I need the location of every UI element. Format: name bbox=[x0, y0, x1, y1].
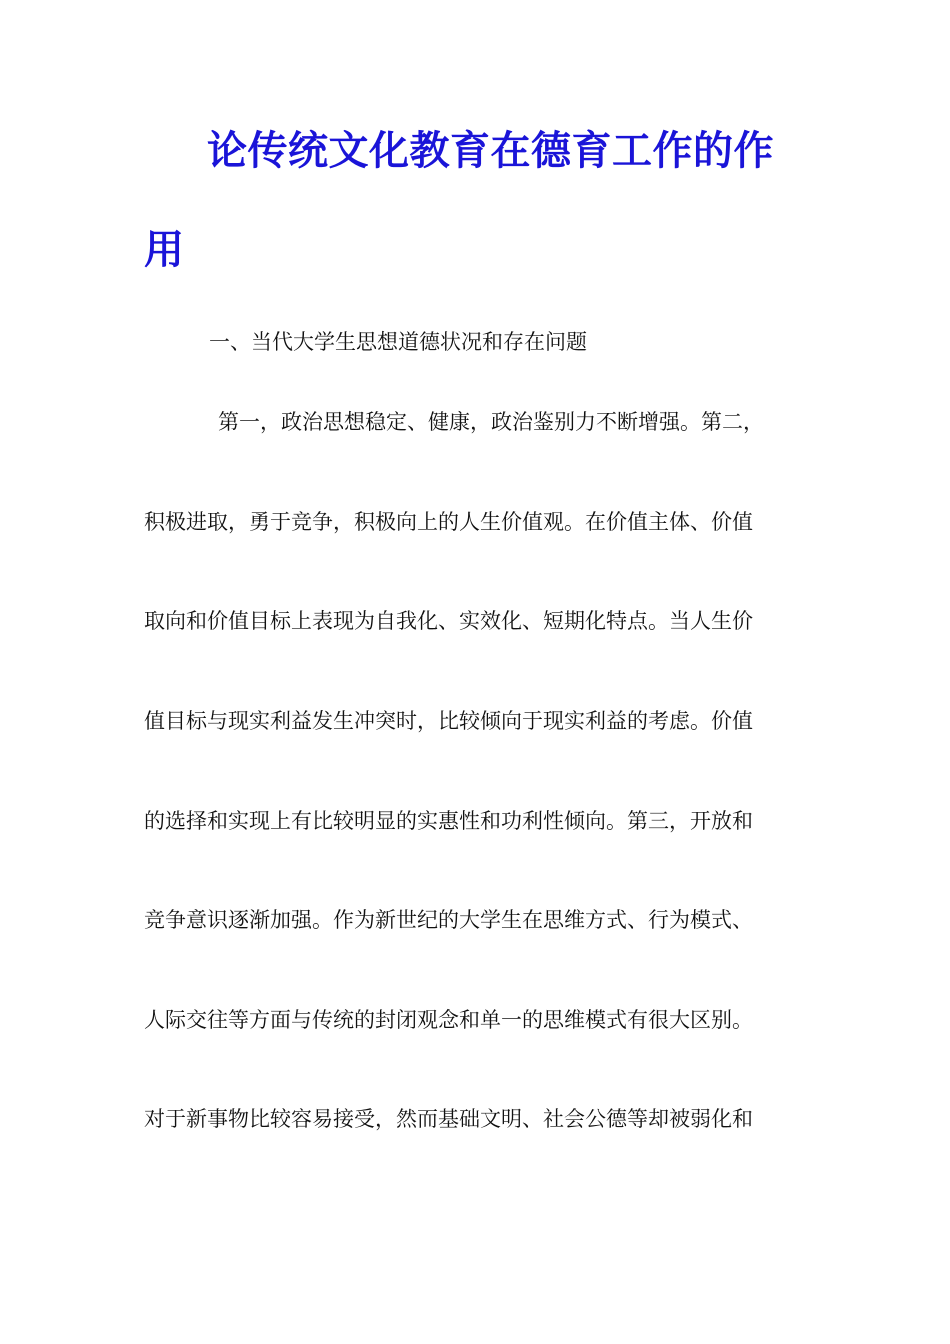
body-line-6: 竞争意识逐渐加强。作为新世纪的大学生在思维方式、行为模式、 bbox=[144, 908, 753, 932]
body-line-8: 对于新事物比较容易接受，然而基础文明、社会公德等却被弱化和 bbox=[144, 1107, 753, 1131]
body-line-2: 积极进取，勇于竞争，积极向上的人生价值观。在价值主体、价值 bbox=[144, 510, 753, 534]
document-title-line-1: 论传统文化教育在德育工作的作 bbox=[207, 127, 774, 174]
body-line-1: 第一，政治思想稳定、健康，政治鉴别力不断增强。第二， bbox=[218, 410, 764, 434]
section-heading: 一、当代大学生思想道德状况和存在问题 bbox=[209, 330, 587, 354]
body-line-4: 值目标与现实利益发生冲突时，比较倾向于现实利益的考虑。价值 bbox=[144, 709, 753, 733]
body-line-7: 人际交往等方面与传统的封闭观念和单一的思维模式有很大区别。 bbox=[144, 1008, 753, 1032]
body-line-3: 取向和价值目标上表现为自我化、实效化、短期化特点。当人生价 bbox=[144, 609, 753, 633]
document-title-line-2: 用 bbox=[144, 226, 184, 273]
body-line-5: 的选择和实现上有比较明显的实惠性和功利性倾向。第三，开放和 bbox=[144, 809, 753, 833]
